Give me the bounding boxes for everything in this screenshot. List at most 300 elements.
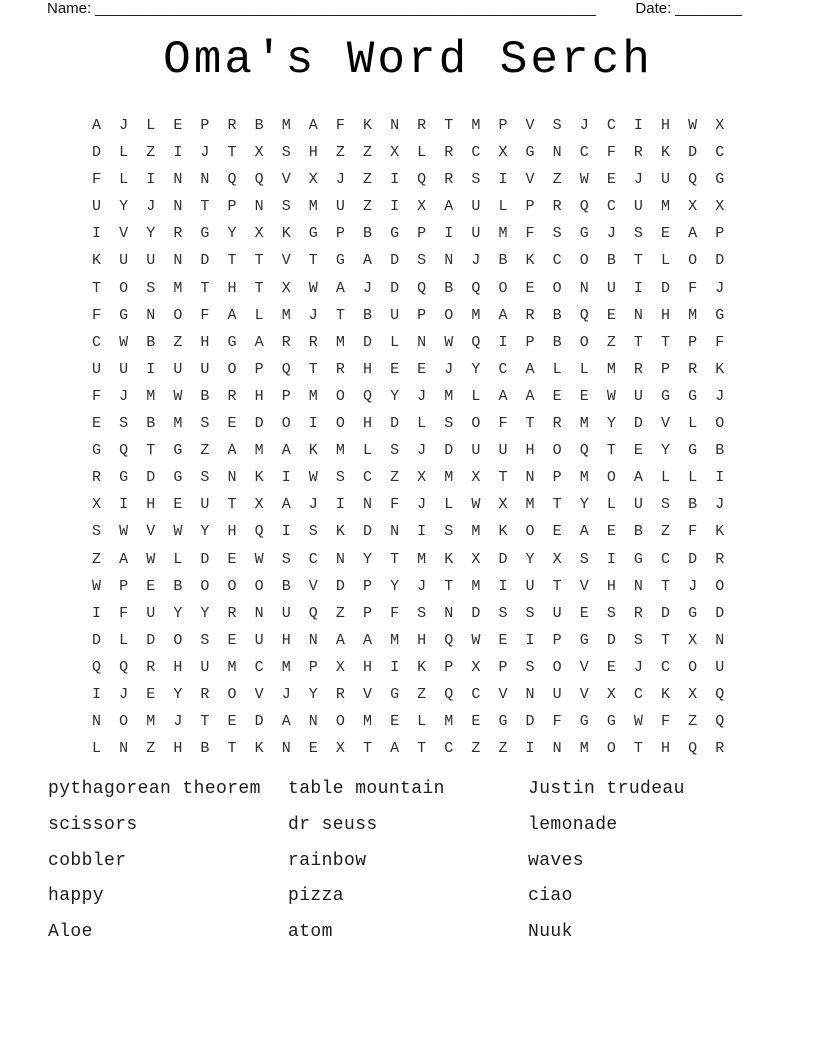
grid-letter: G xyxy=(119,306,129,324)
grid-letter: A xyxy=(308,117,318,134)
grid-letter: K xyxy=(661,685,671,703)
grid-letter: B xyxy=(552,333,562,351)
grid-letter: G xyxy=(661,387,671,405)
grid-letter: O xyxy=(444,306,454,324)
grid-letter: S xyxy=(417,604,427,622)
grid-letter: L xyxy=(92,740,102,758)
word-list-item: scissors xyxy=(48,814,138,835)
grid-letter: U xyxy=(119,360,129,378)
grid-letter: E xyxy=(146,685,156,703)
grid-letter: W xyxy=(173,523,183,541)
grid-letter: A xyxy=(92,117,102,134)
grid-letter: R xyxy=(173,225,183,243)
grid-letter: M xyxy=(471,577,481,595)
grid-letter: F xyxy=(200,306,210,324)
word-list-item: happy xyxy=(48,886,105,907)
grid-letter: I xyxy=(92,604,102,622)
grid-letter: N xyxy=(362,496,372,514)
grid-letter: G xyxy=(688,604,698,622)
grid-letter: E xyxy=(579,387,589,405)
grid-letter: F xyxy=(390,496,400,514)
grid-letter: G xyxy=(579,631,589,649)
grid-letter: M xyxy=(417,550,427,568)
name-blank-line: ____________________________________________________________ xyxy=(95,0,596,17)
grid-row xyxy=(83,735,733,762)
grid-letter: Y xyxy=(227,225,237,243)
grid-letter: D xyxy=(444,442,454,460)
grid-letter: V xyxy=(579,577,589,595)
grid-letter: Q xyxy=(715,713,725,731)
grid-letter: L xyxy=(417,144,427,162)
grid-letter: P xyxy=(362,577,372,595)
grid-row xyxy=(83,573,733,600)
grid-letter: G xyxy=(715,306,725,324)
grid-letter: P xyxy=(417,225,427,243)
grid-letter: J xyxy=(715,387,725,405)
grid-letter: O xyxy=(552,658,562,676)
grid-letter: K xyxy=(254,740,264,758)
date-blank-line: ________ xyxy=(675,0,742,17)
grid-letter: W xyxy=(254,550,264,568)
grid-letter: F xyxy=(715,333,725,351)
grid-letter: R xyxy=(633,604,643,622)
grid-letter: L xyxy=(119,631,129,649)
grid-letter: O xyxy=(715,415,725,433)
grid-letter: D xyxy=(362,523,372,541)
grid-letter: U xyxy=(471,442,481,460)
grid-letter: U xyxy=(498,442,508,460)
grid-letter: O xyxy=(579,333,589,351)
word-list-item: table mountain xyxy=(288,779,445,799)
grid-letter: O xyxy=(281,415,291,433)
grid-letter: V xyxy=(498,685,508,703)
grid-letter: Q xyxy=(715,685,725,703)
grid-letter: N xyxy=(335,550,345,568)
grid-letter: N xyxy=(444,252,454,270)
grid-row xyxy=(83,302,733,329)
grid-letter: E xyxy=(606,306,616,324)
word-list-item: pizza xyxy=(288,886,345,907)
grid-letter: G xyxy=(119,469,129,487)
grid-letter: F xyxy=(92,387,102,405)
grid-row xyxy=(83,356,733,383)
grid-letter: A xyxy=(335,631,345,649)
grid-letter: S xyxy=(281,198,291,216)
grid-letter: R xyxy=(335,360,345,378)
grid-letter: A xyxy=(254,333,264,351)
grid-letter: Q xyxy=(579,442,589,460)
grid-letter: O xyxy=(227,685,237,703)
grid-letter: Q xyxy=(281,360,291,378)
grid-letter: U xyxy=(661,171,671,189)
grid-letter: A xyxy=(525,387,535,405)
grid-letter: V xyxy=(525,171,535,189)
grid-letter: E xyxy=(606,658,616,676)
grid-letter: W xyxy=(633,713,643,731)
grid-letter: S xyxy=(525,604,535,622)
grid-letter: Q xyxy=(444,685,454,703)
grid-letter: B xyxy=(173,577,183,595)
grid-letter: A xyxy=(281,442,291,460)
grid-row xyxy=(83,247,733,274)
grid-letter: Z xyxy=(200,442,210,460)
grid-letter: U xyxy=(281,604,291,622)
grid-letter: H xyxy=(362,415,372,433)
grid-row xyxy=(83,166,733,193)
grid-letter: X xyxy=(552,550,562,568)
grid-letter: B xyxy=(254,117,264,134)
grid-row xyxy=(83,546,733,573)
grid-letter: I xyxy=(606,550,616,568)
grid-letter: U xyxy=(525,577,535,595)
grid-letter: F xyxy=(498,415,508,433)
grid-letter: W xyxy=(146,550,156,568)
grid-letter: D xyxy=(362,333,372,351)
grid-letter: Z xyxy=(417,685,427,703)
grid-letter: L xyxy=(606,496,616,514)
grid-letter: S xyxy=(92,523,102,541)
grid-row xyxy=(83,654,733,681)
grid-letter: J xyxy=(119,685,129,703)
grid-letter: O xyxy=(552,442,562,460)
grid-letter: M xyxy=(146,713,156,731)
grid-letter: O xyxy=(688,252,698,270)
grid-letter: Y xyxy=(200,604,210,622)
grid-letter: I xyxy=(444,225,454,243)
grid-letter: Z xyxy=(471,740,481,758)
grid-letter: M xyxy=(471,306,481,324)
grid-letter: Y xyxy=(606,415,616,433)
grid-letter: M xyxy=(173,279,183,297)
grid-letter: N xyxy=(146,306,156,324)
grid-letter: W xyxy=(471,496,481,514)
grid-letter: L xyxy=(146,117,156,134)
grid-letter: K xyxy=(417,658,427,676)
grid-letter: Q xyxy=(417,279,427,297)
word-list-item: Nuuk xyxy=(528,922,573,943)
word-list-column xyxy=(288,772,528,951)
grid-letter: R xyxy=(688,360,698,378)
grid-letter: H xyxy=(173,658,183,676)
grid-letter: K xyxy=(92,252,102,270)
grid-letter: G xyxy=(227,333,237,351)
grid-letter: P xyxy=(661,360,671,378)
word-list-item: Aloe xyxy=(48,922,93,943)
grid-letter: D xyxy=(390,279,400,297)
grid-letter: N xyxy=(308,631,318,649)
grid-letter: E xyxy=(633,442,643,460)
grid-letter: N xyxy=(552,144,562,162)
grid-letter: R xyxy=(633,144,643,162)
grid-letter: O xyxy=(606,469,616,487)
grid-letter: N xyxy=(92,713,102,731)
grid-letter: T xyxy=(335,306,345,324)
grid-letter: O xyxy=(498,279,508,297)
grid-letter: H xyxy=(281,631,291,649)
grid-letter: K xyxy=(308,442,318,460)
grid-letter: G xyxy=(390,225,400,243)
grid-letter: U xyxy=(92,360,102,378)
grid-letter: X xyxy=(688,631,698,649)
grid-letter: M xyxy=(173,415,183,433)
grid-letter: S xyxy=(417,252,427,270)
grid-letter: W xyxy=(606,387,616,405)
grid-letter: R xyxy=(308,333,318,351)
grid-letter: U xyxy=(200,496,210,514)
grid-letter: E xyxy=(146,577,156,595)
grid-letter: S xyxy=(281,144,291,162)
word-list-item: ciao xyxy=(528,886,573,907)
grid-row xyxy=(83,491,733,518)
grid-letter: M xyxy=(606,360,616,378)
header xyxy=(47,0,742,17)
grid-row xyxy=(83,193,733,220)
grid-letter: G xyxy=(92,442,102,460)
grid-letter: S xyxy=(444,415,454,433)
grid-letter: T xyxy=(444,117,454,134)
grid-letter: G xyxy=(173,442,183,460)
grid-letter: P xyxy=(308,658,318,676)
grid-letter: N xyxy=(444,604,454,622)
grid-letter: B xyxy=(200,387,210,405)
grid-letter: T xyxy=(227,740,237,758)
grid-letter: X xyxy=(688,198,698,216)
grid-letter: N xyxy=(227,469,237,487)
grid-letter: A xyxy=(227,306,237,324)
grid-letter: G xyxy=(688,387,698,405)
grid-letter: R xyxy=(525,306,535,324)
grid-row xyxy=(83,383,733,410)
grid-letter: R xyxy=(200,685,210,703)
grid-letter: S xyxy=(281,550,291,568)
grid-letter: W xyxy=(119,333,129,351)
grid-letter: L xyxy=(579,360,589,378)
grid-letter: Q xyxy=(417,171,427,189)
grid-letter: J xyxy=(146,198,156,216)
grid-letter: E xyxy=(173,117,183,134)
grid-letter: E xyxy=(661,225,671,243)
grid-letter: A xyxy=(633,469,643,487)
grid-letter: Z xyxy=(498,740,508,758)
grid-letter: N xyxy=(254,604,264,622)
grid-letter: T xyxy=(200,198,210,216)
grid-letter: U xyxy=(390,306,400,324)
grid-letter: Z xyxy=(362,144,372,162)
grid-letter: H xyxy=(227,523,237,541)
grid-letter: O xyxy=(173,631,183,649)
grid-letter: L xyxy=(417,713,427,731)
grid-letter: U xyxy=(200,658,210,676)
grid-letter: T xyxy=(498,469,508,487)
grid-letter: G xyxy=(498,713,508,731)
grid-letter: Q xyxy=(227,171,237,189)
grid-letter: T xyxy=(227,252,237,270)
grid-row xyxy=(83,518,733,545)
grid-letter: B xyxy=(444,279,454,297)
grid-letter: S xyxy=(471,171,481,189)
grid-letter: A xyxy=(525,360,535,378)
grid-letter: I xyxy=(92,685,102,703)
grid-letter: J xyxy=(119,117,129,134)
grid-letter: M xyxy=(444,387,454,405)
grid-letter: K xyxy=(661,144,671,162)
grid-letter: L xyxy=(471,387,481,405)
grid-letter: E xyxy=(552,387,562,405)
grid-letter: I xyxy=(119,496,129,514)
grid-letter: I xyxy=(146,171,156,189)
grid-letter: V xyxy=(579,658,589,676)
grid-letter: P xyxy=(417,306,427,324)
grid-row xyxy=(83,139,733,166)
grid-letter: N xyxy=(173,198,183,216)
word-list-item: lemonade xyxy=(528,814,618,835)
grid-letter: H xyxy=(661,306,671,324)
grid-letter: C xyxy=(308,550,318,568)
grid-letter: I xyxy=(498,333,508,351)
grid-letter: B xyxy=(498,252,508,270)
grid-letter: E xyxy=(227,631,237,649)
grid-letter: D xyxy=(715,604,725,622)
grid-letter: J xyxy=(471,252,481,270)
grid-letter: I xyxy=(633,279,643,297)
grid-letter: D xyxy=(661,604,671,622)
grid-letter: L xyxy=(119,144,129,162)
grid-letter: M xyxy=(335,442,345,460)
grid-letter: E xyxy=(308,740,318,758)
grid-letter: E xyxy=(227,713,237,731)
grid-letter: A xyxy=(227,442,237,460)
grid-letter: P xyxy=(227,198,237,216)
grid-letter: Q xyxy=(688,171,698,189)
grid-letter: W xyxy=(579,171,589,189)
grid-letter: I xyxy=(281,523,291,541)
grid-letter: F xyxy=(606,144,616,162)
grid-letter: F xyxy=(552,713,562,731)
grid-letter: I xyxy=(390,658,400,676)
grid-letter: B xyxy=(146,415,156,433)
grid-letter: S xyxy=(606,604,616,622)
date-label: Date: xyxy=(635,0,672,17)
grid-letter: S xyxy=(579,550,589,568)
grid-letter: J xyxy=(715,279,725,297)
word-list-item: rainbow xyxy=(288,850,367,871)
grid-letter: J xyxy=(606,225,616,243)
grid-letter: X xyxy=(715,117,725,134)
grid-letter: Y xyxy=(525,550,535,568)
grid-letter: X xyxy=(471,469,481,487)
grid-letter: B xyxy=(633,523,643,541)
grid-letter: R xyxy=(715,550,725,568)
grid-letter: H xyxy=(525,442,535,460)
grid-letter: K xyxy=(715,523,725,541)
grid-letter: Z xyxy=(688,713,698,731)
grid-letter: U xyxy=(715,658,725,676)
grid-letter: Q xyxy=(119,442,129,460)
grid-letter: T xyxy=(552,577,562,595)
grid-letter: X xyxy=(417,469,427,487)
grid-letter: Z xyxy=(146,144,156,162)
grid-letter: X xyxy=(281,279,291,297)
grid-letter: Y xyxy=(471,360,481,378)
grid-letter: K xyxy=(444,550,454,568)
grid-letter: H xyxy=(606,577,616,595)
grid-letter: J xyxy=(119,387,129,405)
grid-letter: O xyxy=(254,577,264,595)
grid-letter: C xyxy=(715,144,725,162)
grid-letter: X xyxy=(471,550,481,568)
grid-letter: O xyxy=(119,279,129,297)
grid-letter: P xyxy=(444,658,454,676)
grid-letter: N xyxy=(200,171,210,189)
grid-letter: E xyxy=(525,279,535,297)
grid-letter: H xyxy=(200,333,210,351)
grid-letter: Z xyxy=(92,550,102,568)
grid-row xyxy=(83,275,733,302)
grid-letter: I xyxy=(390,171,400,189)
grid-letter: B xyxy=(552,306,562,324)
grid-letter: T xyxy=(633,252,643,270)
grid-letter: M xyxy=(146,387,156,405)
grid-letter: R xyxy=(715,740,725,758)
grid-letter: N xyxy=(390,523,400,541)
grid-letter: P xyxy=(335,225,345,243)
grid-letter: W xyxy=(688,117,698,134)
grid-letter: O xyxy=(227,577,237,595)
grid-letter: J xyxy=(417,387,427,405)
grid-letter: Z xyxy=(362,198,372,216)
grid-letter: J xyxy=(633,658,643,676)
grid-letter: F xyxy=(661,713,671,731)
grid-letter: F xyxy=(335,117,345,134)
grid-letter: I xyxy=(525,740,535,758)
grid-letter: R xyxy=(552,198,562,216)
grid-letter: X xyxy=(335,740,345,758)
grid-letter: Y xyxy=(308,685,318,703)
grid-letter: U xyxy=(173,360,183,378)
grid-letter: K xyxy=(362,117,372,134)
grid-letter: T xyxy=(200,713,210,731)
word-list-column xyxy=(528,772,768,951)
grid-letter: T xyxy=(552,496,562,514)
grid-letter: I xyxy=(308,415,318,433)
grid-letter: G xyxy=(308,225,318,243)
grid-letter: O xyxy=(715,577,725,595)
word-list-column xyxy=(48,772,288,951)
grid-letter: B xyxy=(715,442,725,460)
grid-letter: M xyxy=(498,225,508,243)
grid-letter: G xyxy=(335,252,345,270)
grid-letter: S xyxy=(444,523,454,541)
grid-letter: S xyxy=(525,658,535,676)
grid-letter: A xyxy=(362,252,372,270)
grid-letter: E xyxy=(227,550,237,568)
grid-letter: D xyxy=(633,415,643,433)
grid-letter: J xyxy=(715,496,725,514)
grid-row xyxy=(83,600,733,627)
grid-letter: R xyxy=(281,333,291,351)
grid-letter: A xyxy=(362,631,372,649)
grid-letter: B xyxy=(281,577,291,595)
grid-row xyxy=(83,681,733,708)
grid-letter: T xyxy=(92,279,102,297)
grid-letter: U xyxy=(92,198,102,216)
grid-letter: Z xyxy=(661,523,671,541)
grid-row xyxy=(83,437,733,464)
grid-letter: I xyxy=(146,360,156,378)
grid-letter: T xyxy=(227,496,237,514)
grid-letter: U xyxy=(471,198,481,216)
grid-letter: U xyxy=(200,360,210,378)
